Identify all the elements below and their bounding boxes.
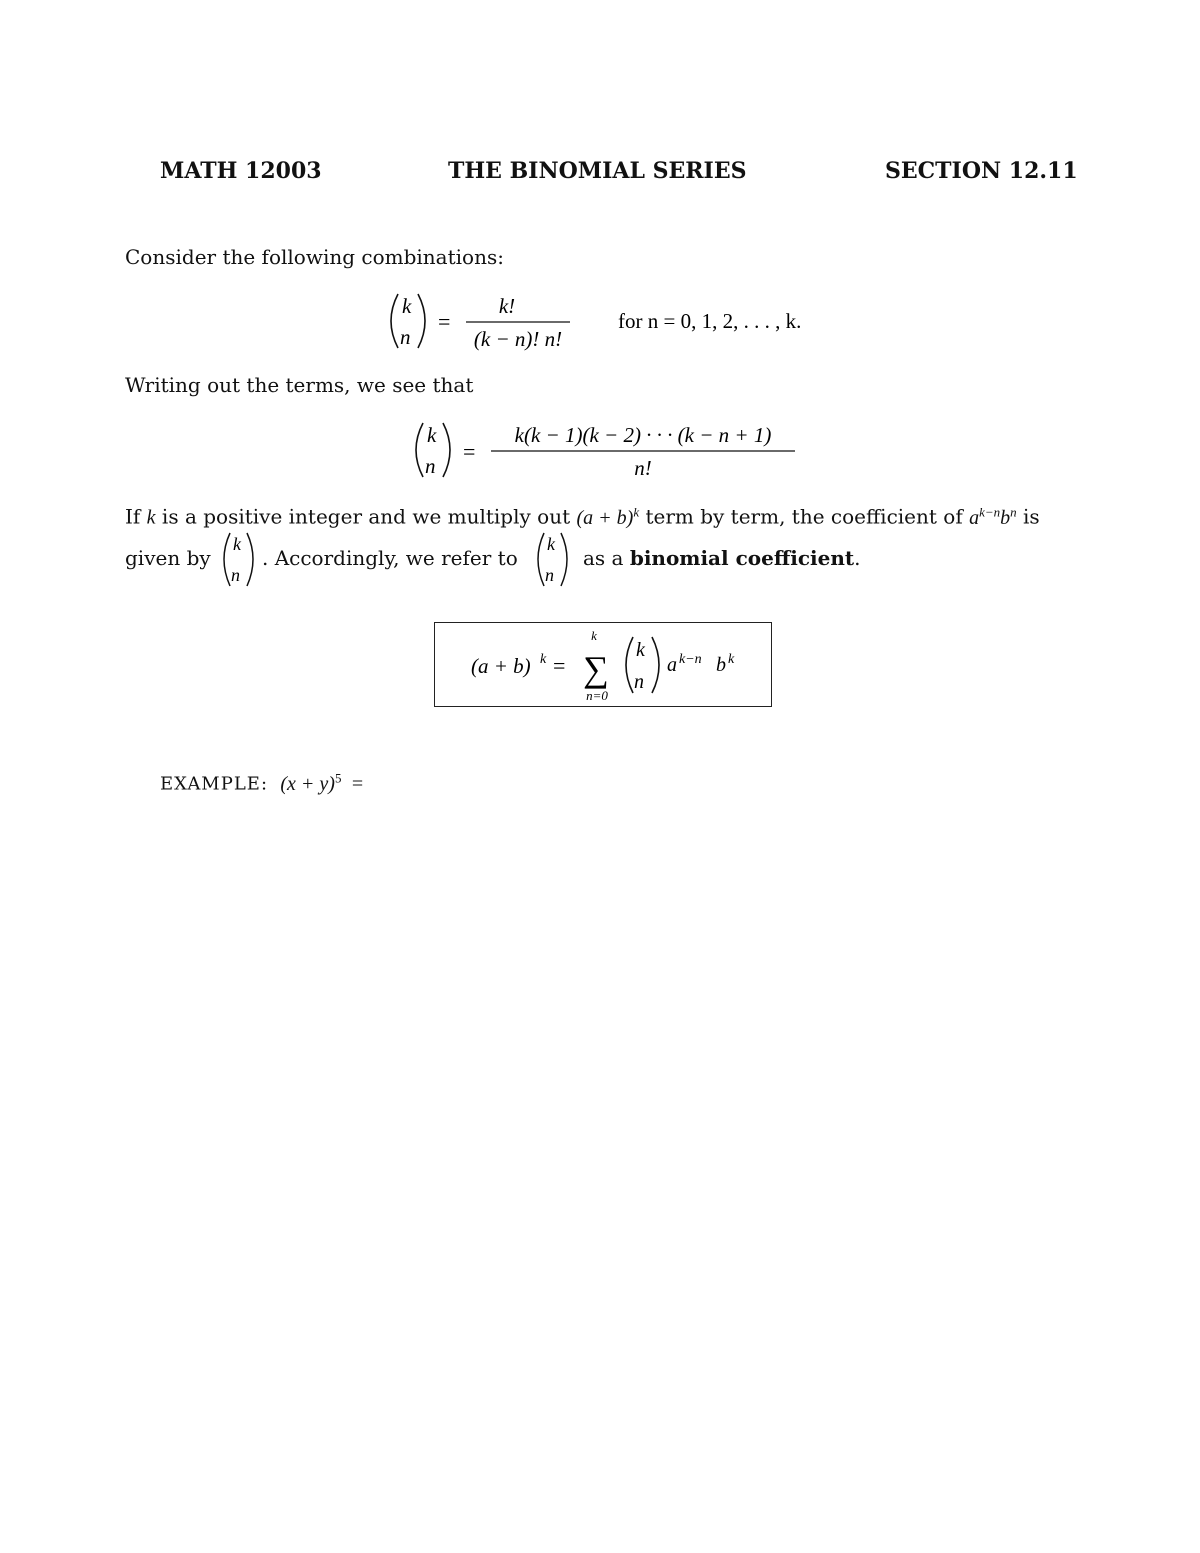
binom-top: k bbox=[636, 639, 645, 661]
left-paren bbox=[416, 423, 423, 477]
paragraph-line-1 bbox=[125, 504, 1040, 530]
fraction-denominator: n! bbox=[634, 456, 652, 480]
binomial-theorem-formula bbox=[435, 623, 771, 706]
period: . bbox=[854, 546, 861, 570]
intro-text: Consider the following combinations: bbox=[125, 245, 504, 269]
equals-sign: = bbox=[553, 653, 566, 678]
lhs-base: (a + b) bbox=[471, 654, 531, 678]
example-expression: $(x + y)^5$ bbox=[280, 770, 342, 795]
term-b-exponent: k bbox=[728, 652, 735, 667]
expr-a-plus-b: $(a + b)^k$ bbox=[576, 504, 640, 529]
text-positive-integer: is a positive integer and we multiply out bbox=[161, 504, 571, 529]
example-label: EXAMPLE: bbox=[160, 773, 269, 795]
inline-binomial-2 bbox=[530, 530, 582, 590]
binom-top: k bbox=[427, 423, 437, 447]
binom-bottom: n bbox=[634, 671, 644, 693]
expanded-formula bbox=[405, 417, 825, 487]
binomial-coefficient-term: binomial coefficient bbox=[629, 546, 855, 570]
fraction-denominator: (k − n)! n! bbox=[473, 327, 563, 351]
term-a-exponent: k−n bbox=[679, 652, 702, 667]
sum-upper-limit: k bbox=[591, 628, 597, 643]
equals-sign: = bbox=[438, 309, 451, 334]
right-paren bbox=[418, 294, 425, 348]
paragraph-line-2-accordingly: . Accordingly, we refer to bbox=[262, 546, 518, 570]
var-k: k bbox=[146, 506, 156, 529]
paragraph-line-2-given-by: given by bbox=[125, 546, 211, 570]
right-paren bbox=[652, 637, 659, 693]
svg-text:k: k bbox=[547, 534, 555, 554]
fraction-numerator: k! bbox=[498, 294, 516, 318]
example-line bbox=[160, 770, 363, 796]
left-paren bbox=[391, 294, 398, 348]
lhs-exponent: k bbox=[540, 652, 547, 667]
binom-bottom: n bbox=[425, 454, 436, 478]
text-term-by-term: term by term, the coefficient of bbox=[645, 504, 963, 529]
sum-lower-limit: n=0 bbox=[586, 688, 608, 703]
svg-text:k: k bbox=[233, 534, 241, 554]
combination-formula bbox=[380, 288, 860, 358]
left-paren bbox=[626, 637, 633, 693]
range-text: for n = 0, 1, 2, . . . , k. bbox=[618, 309, 802, 333]
binomial-theorem-box bbox=[434, 622, 772, 707]
coefficient-term: $a^{k-n}b^n$ bbox=[969, 504, 1017, 529]
example-equals: = bbox=[351, 772, 364, 795]
paragraph-line-2-end bbox=[583, 546, 860, 570]
inline-binomial-1 bbox=[216, 530, 268, 590]
course-number: MATH 12003 bbox=[160, 158, 322, 184]
writing-text: Writing out the terms, we see that bbox=[125, 373, 474, 397]
term-a: a bbox=[667, 654, 677, 676]
text-is: is bbox=[1023, 504, 1040, 529]
binom-top: k bbox=[402, 294, 412, 318]
svg-text:n: n bbox=[231, 565, 240, 585]
equals-sign: = bbox=[463, 439, 476, 464]
summation-symbol: ∑ bbox=[583, 649, 609, 689]
section-label: SECTION 12.11 bbox=[885, 158, 1078, 184]
text-if: If bbox=[125, 504, 141, 529]
fraction-numerator: k(k − 1)(k − 2) · · · (k − n + 1) bbox=[514, 423, 772, 447]
text-as-a: as a bbox=[583, 546, 624, 570]
svg-text:n: n bbox=[545, 565, 554, 585]
page-title: THE BINOMIAL SERIES bbox=[448, 158, 747, 184]
term-b: b bbox=[716, 654, 726, 676]
binom-bottom: n bbox=[400, 325, 411, 349]
right-paren bbox=[443, 423, 450, 477]
